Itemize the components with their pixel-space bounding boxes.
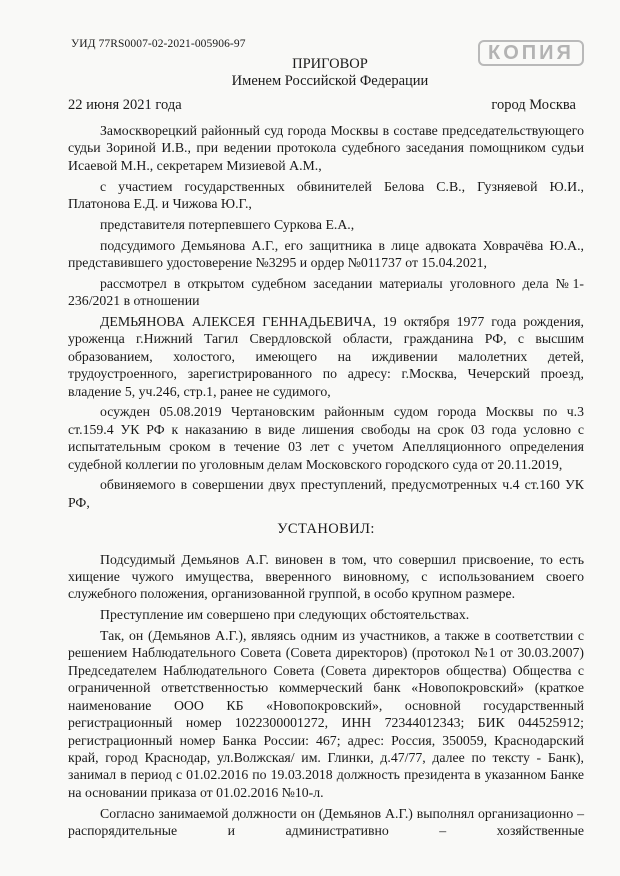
paragraph-prosecutors: с участием государственных обвинителей Белова С.В., Гузняевой Ю.И., Платонова Е.Д. и Чижова Ю.Г., bbox=[68, 178, 584, 212]
paragraph-charges: обвиняемого в совершении двух преступлений, предусмотренных ч.4 ст.160 УК РФ, bbox=[68, 477, 584, 510]
copy-stamp: КОПИЯ bbox=[478, 40, 584, 66]
paragraph-prior-conviction: осужден 05.08.2019 Чертановским районным судом города Москвы по ч.3 ст.159.4 УК РФ к наказанию в виде лишения свободы на срок 03 года условно с испытательным сроком в течение 03 лет с учетом Апелляционного определения судебной коллегии по уголовным делам Московского городского суда от 20.11.2019, bbox=[68, 404, 584, 472]
document-title: ПРИГОВОР bbox=[292, 56, 368, 72]
document-date: 22 июня 2021 года bbox=[68, 97, 182, 113]
paragraph-bank-details: Так, он (Демьянов А.Г.), являясь одним из участников, а также в соответствии с решением Наблюдательного Совета (Совета директоров) (протокол №1 от 30.03.2007) Председателем Наблюдательного Совета (Совета директоров общества) Общества с ограниченной ответственностью коммерческий банк «Новопокровский» (краткое наименование ООО КБ «Новопокровский», основной государственный регистрационный номер 1022300001272, ИНН 72344012343; БИК 044525912; регистрационный номер Банка России: 467; адрес: Россия, 350059, Краснодарский край, город Краснодар, ул.Волжская/ им. Глинки, д.47/77, далее по тексту - Банк), занимал в период с 01.02.2016 по 19.03.2018 должность президента в указанном Банке на основании приказа от 01.02.2016 №10-л. bbox=[68, 628, 584, 800]
paragraph-duties: Согласно занимаемой должности он (Демьянов А.Г.) выполнял организационно – распорядительные и административно – хозяйственные bbox=[68, 805, 584, 838]
paragraph-victim-representative: представителя потерпевшего Суркова Е.А., bbox=[100, 216, 355, 232]
paragraph-defendant-counsel: подсудимого Демьянова А.Г., его защитника в лице адвоката Ховрачёва Ю.А., представившего удостоверение №3295 и ордер №011737 от 15.04.2021, bbox=[68, 237, 584, 271]
paragraph-defendant-details: ДЕМЬЯНОВА АЛЕКСЕЯ ГЕННАДЬЕВИЧА, 19 октября 1977 года рождения, уроженца г.Нижний Тагил Свердловской области, гражданина РФ, с высшим образованием, холостого, имеющего на иждивении малолетних детей, трудоустроенного, зарегистрированного по адресу: г.Москва, Чечерский проезд, владение 5, уч.246, стр.1, ранее не судимого, bbox=[68, 314, 584, 399]
section-heading: УСТАНОВИЛ: bbox=[277, 521, 375, 538]
document-city: город Москва bbox=[491, 97, 576, 113]
paragraph-circumstances: Преступление им совершено при следующих обстоятельствах. bbox=[100, 607, 470, 623]
paragraph-finding-guilt: Подсудимый Демьянов А.Г. виновен в том, что совершил присвоение, то есть хищение чужого имущества, вверенного виновному, с использованием своего служебного положения, организованной группой, в особо крупном размере. bbox=[68, 551, 584, 602]
paragraph-case-number: рассмотрел в открытом судебном заседании материалы уголовного дела №1-236/2021 в отношении bbox=[68, 275, 584, 309]
paragraph-court: Замоскворецкий районный суд города Москвы в составе председательствующего судьи Зориной И.В., при ведении протокола судебного заседания помощником судьи Исаевой М.Н., секретарем Мизиевой А.М., bbox=[68, 123, 584, 173]
document-subtitle: Именем Российской Федерации bbox=[231, 73, 429, 89]
case-uid: УИД 77RS0007-02-2021-005906-97 bbox=[71, 38, 246, 50]
document-body bbox=[68, 122, 584, 843]
